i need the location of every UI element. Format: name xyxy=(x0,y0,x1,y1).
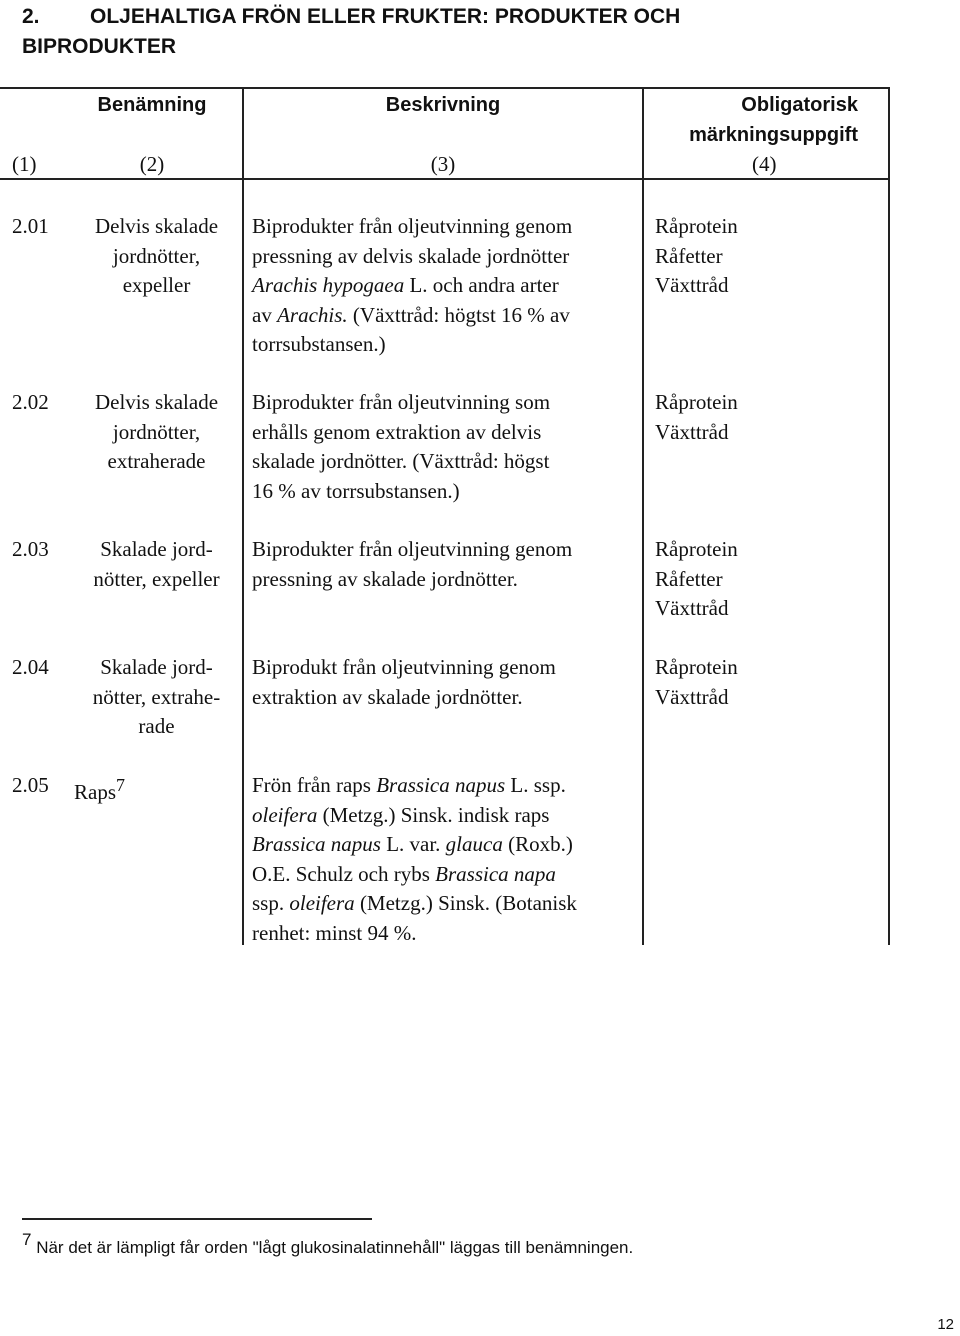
desc-line: Biprodukt från oljeutvinning genom xyxy=(252,655,556,679)
desc-line: Biprodukter från oljeutvinning genom xyxy=(252,537,573,561)
desc-line: renhet: minst 94 %. xyxy=(252,920,417,945)
header-labelling-line2: märkningsuppgift xyxy=(689,124,858,146)
desc-line: 16 % av torrsubstansen.) xyxy=(252,478,460,503)
row-description xyxy=(252,212,637,360)
desc-line: Frön från raps Brassica napus L. ssp. xyxy=(252,773,566,797)
row-labelling xyxy=(655,653,885,712)
col-divider-1 xyxy=(242,87,244,945)
name-line: extraherade xyxy=(107,449,206,473)
row-name xyxy=(74,535,239,594)
desc-line: Arachis hypogaea L. och andra arter xyxy=(252,273,559,297)
row-labelling xyxy=(655,388,885,447)
desc-line: av Arachis. (Växttråd: högtst 16 % av xyxy=(252,302,570,327)
name-line: expeller xyxy=(122,273,191,297)
colnum-3: (3) xyxy=(430,152,456,176)
section-number: 2. xyxy=(22,5,40,28)
name-line: rade xyxy=(138,714,175,738)
footnote xyxy=(22,1230,634,1258)
desc-line: oleifera (Metzg.) Sinsk. indisk raps xyxy=(252,802,550,827)
colnum-4: (4) xyxy=(752,152,777,176)
desc-line: O.E. Schulz och rybs Brassica napa xyxy=(252,861,556,886)
labelling-item: Växttråd xyxy=(655,596,729,620)
row-name xyxy=(74,212,239,301)
name-line: jordnötter, xyxy=(112,243,201,268)
footnote-ref: 7 xyxy=(116,775,125,795)
row-number: 2.02 xyxy=(12,390,49,414)
desc-line: erhålls genom extraktion av delvis xyxy=(252,419,542,444)
labelling-item: Växttråd xyxy=(655,684,729,709)
desc-line: pressning av skalade jordnötter. xyxy=(252,566,518,591)
row-name xyxy=(74,653,239,742)
name-line: jordnötter, xyxy=(112,419,201,444)
labelling-item: Råprotein xyxy=(655,390,738,414)
header-labelling xyxy=(644,90,858,150)
colnum-2: (2) xyxy=(139,152,165,176)
row-number: 2.05 xyxy=(12,773,49,797)
row-number: 2.01 xyxy=(12,214,49,238)
row-number: 2.04 xyxy=(12,655,49,679)
labelling-item: Växttråd xyxy=(655,419,729,444)
colnum-1: (1) xyxy=(12,152,37,176)
footnote-mark: 7 xyxy=(22,1230,32,1249)
row-name xyxy=(74,775,239,808)
header-description: Beskrivning xyxy=(385,94,501,116)
labelling-item: Råprotein xyxy=(655,537,738,561)
desc-line: pressning av delvis skalade jordnötter xyxy=(252,243,570,268)
name-line: Delvis skalade xyxy=(94,214,219,238)
row-description xyxy=(252,388,637,506)
row-number: 2.03 xyxy=(12,537,49,561)
desc-line: extraktion av skalade jordnötter. xyxy=(252,684,523,709)
header-labelling-line1: Obligatorisk xyxy=(741,94,858,116)
name-line: nötter, expeller xyxy=(93,566,220,591)
desc-line: skalade jordnötter. (Växttråd: högst xyxy=(252,449,550,473)
header-name: Benämning xyxy=(97,94,207,116)
name-line: Skalade jord- xyxy=(100,537,213,561)
row-description xyxy=(252,771,637,948)
labelling-item: Råprotein xyxy=(655,214,738,238)
row-labelling xyxy=(655,212,885,301)
row-description xyxy=(252,653,637,712)
name-line: Delvis skalade xyxy=(94,390,219,414)
labelling-item: Råfetter xyxy=(655,566,723,591)
name-line: Skalade jord- xyxy=(100,655,213,679)
desc-line: Biprodukter från oljeutvinning genom xyxy=(252,214,573,238)
section-heading xyxy=(22,2,782,62)
row-labelling xyxy=(655,535,885,624)
row-description xyxy=(252,535,637,594)
footnote-text: När det är lämpligt får orden "lågt glukosinalatinnehåll" läggas till benämningen. xyxy=(36,1238,634,1257)
desc-line: Biprodukter från oljeutvinning som xyxy=(252,390,551,414)
footnote-rule xyxy=(22,1218,372,1220)
name-line: nötter, extrahe- xyxy=(92,684,221,709)
row-name xyxy=(74,388,239,477)
col-divider-2 xyxy=(642,87,644,945)
labelling-item: Råfetter xyxy=(655,243,723,268)
desc-line: ssp. oleifera (Metzg.) Sinsk. (Botanisk xyxy=(252,891,577,915)
labelling-item: Råprotein xyxy=(655,655,738,679)
section-title: OLJEHALTIGA FRÖN ELLER FRUKTER: PRODUKTER OCH BIPRODUKTER xyxy=(22,5,681,58)
table-top-rule xyxy=(0,87,890,89)
desc-line: Brassica napus L. var. glauca (Roxb.) xyxy=(252,832,573,856)
labelling-item: Växttråd xyxy=(655,273,729,297)
table-right-border xyxy=(888,87,890,945)
page-number: 12 xyxy=(937,1316,954,1333)
name-line: Raps xyxy=(74,780,116,804)
desc-line: torrsubstansen.) xyxy=(252,332,386,356)
